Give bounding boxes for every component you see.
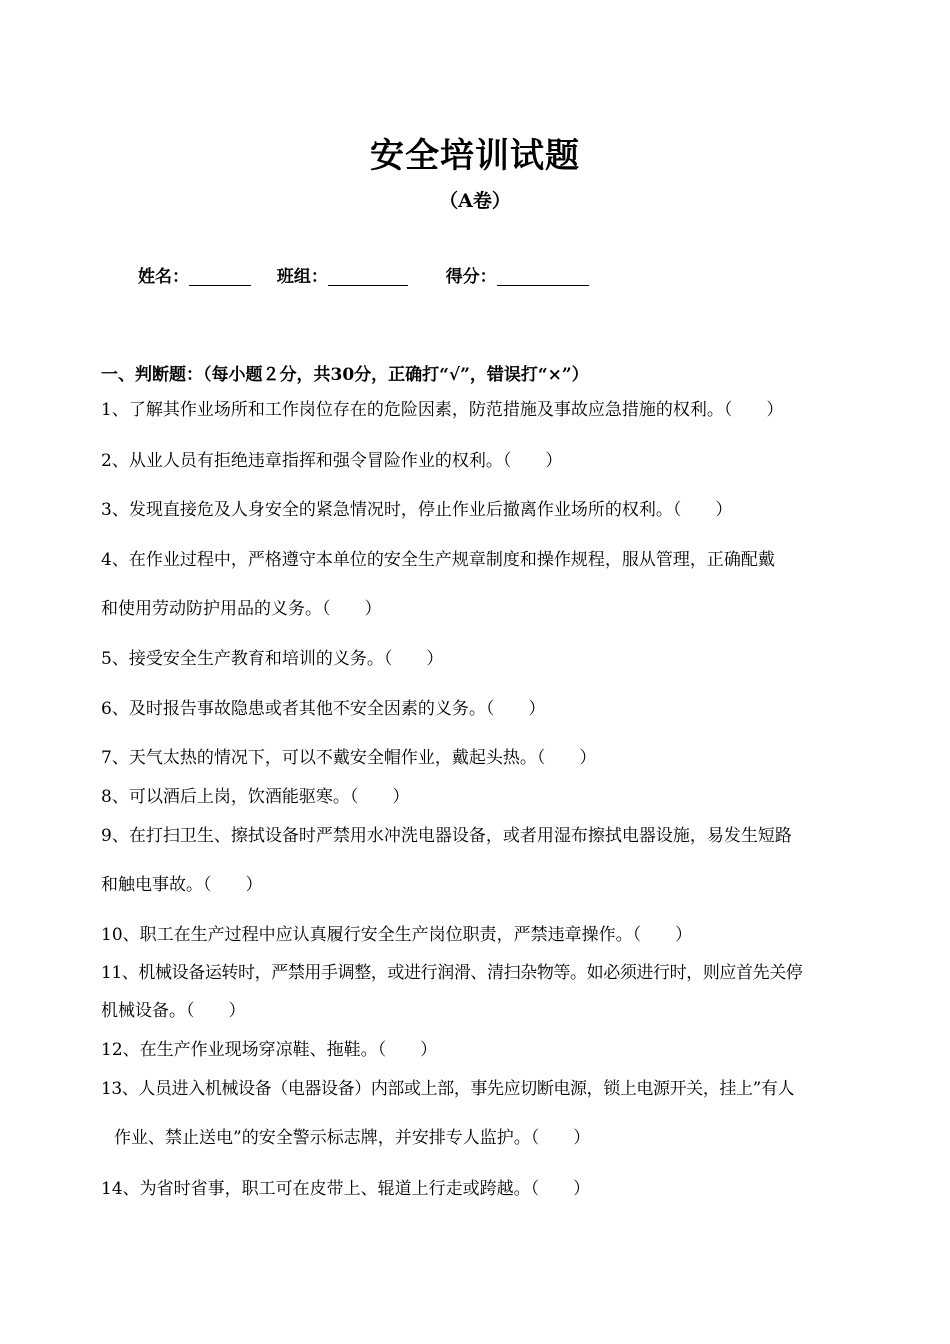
question-9-continued: 和触电事故。（ ） [101,875,263,895]
name-label: 姓名： [138,267,189,287]
question-13-continued: 作业、禁止送电”的安全警示标志牌，并安排专人监护。（ ） [114,1128,591,1148]
score-blank[interactable] [497,267,589,286]
section-heading-true-false: 一、判断题：（每小题２分，共30分，正确打“√”，错误打“×”） [101,365,589,385]
question-12: 12、在生产作业现场穿凉鞋、拖鞋。（ ） [101,1040,438,1060]
question-4: 4、在作业过程中，严格遵守本单位的安全生产规章制度和操作规程，服从管理，正确配戴 [101,550,775,570]
question-11-continued: 机械设备。（ ） [101,1001,246,1021]
question-5: 5、接受安全生产教育和培训的义务。（ ） [101,649,444,669]
question-9: 9、在打扫卫生、擦拭设备时严禁用水冲洗电器设备，或者用湿布擦拭电器设施，易发生短路 [101,826,792,846]
question-6: 6、及时报告事故隐患或者其他不安全因素的义务。（ ） [101,699,546,719]
question-14: 14、为省时省事，职工可在皮带上、辊道上行走或跨越。（ ） [101,1179,591,1199]
group-label: 班组： [276,267,328,287]
exam-title: 安全培训试题 [370,136,580,176]
question-10: 10、职工在生产过程中应认真履行安全生产岗位职责，严禁违章操作。（ ） [101,925,693,945]
question-3: 3、发现直接危及人身安全的紧急情况时，停止作业后撤离作业场所的权利。（ ） [101,500,733,520]
name-blank[interactable] [189,267,251,286]
question-2: 2、从业人员有拒绝违章指挥和强令冒险作业的权利。（ ） [101,451,563,471]
exam-subtitle: （A卷） [439,190,511,212]
question-8: 8、可以酒后上岗，饮酒能驱寒。（ ） [101,787,410,807]
student-info-row [138,262,589,287]
group-blank[interactable] [328,267,408,286]
question-7: 7、天气太热的情况下，可以不戴安全帽作业，戴起头热。（ ） [101,748,597,768]
question-4-continued: 和使用劳动防护用品的义务。（ ） [101,599,382,619]
question-1: 1、了解其作业场所和工作岗位存在的危险因素，防范措施及事故应急措施的权利。（ ） [101,400,784,420]
score-label: 得分： [445,267,497,287]
question-13: 13、人员进入机械设备（电器设备）内部或上部，事先应切断电源，锁上电源开关，挂上”有人 [101,1079,795,1099]
question-11: 11、机械设备运转时，严禁用手调整，或进行润滑、清扫杂物等。如必须进行时，则应首先关停 [101,963,803,983]
